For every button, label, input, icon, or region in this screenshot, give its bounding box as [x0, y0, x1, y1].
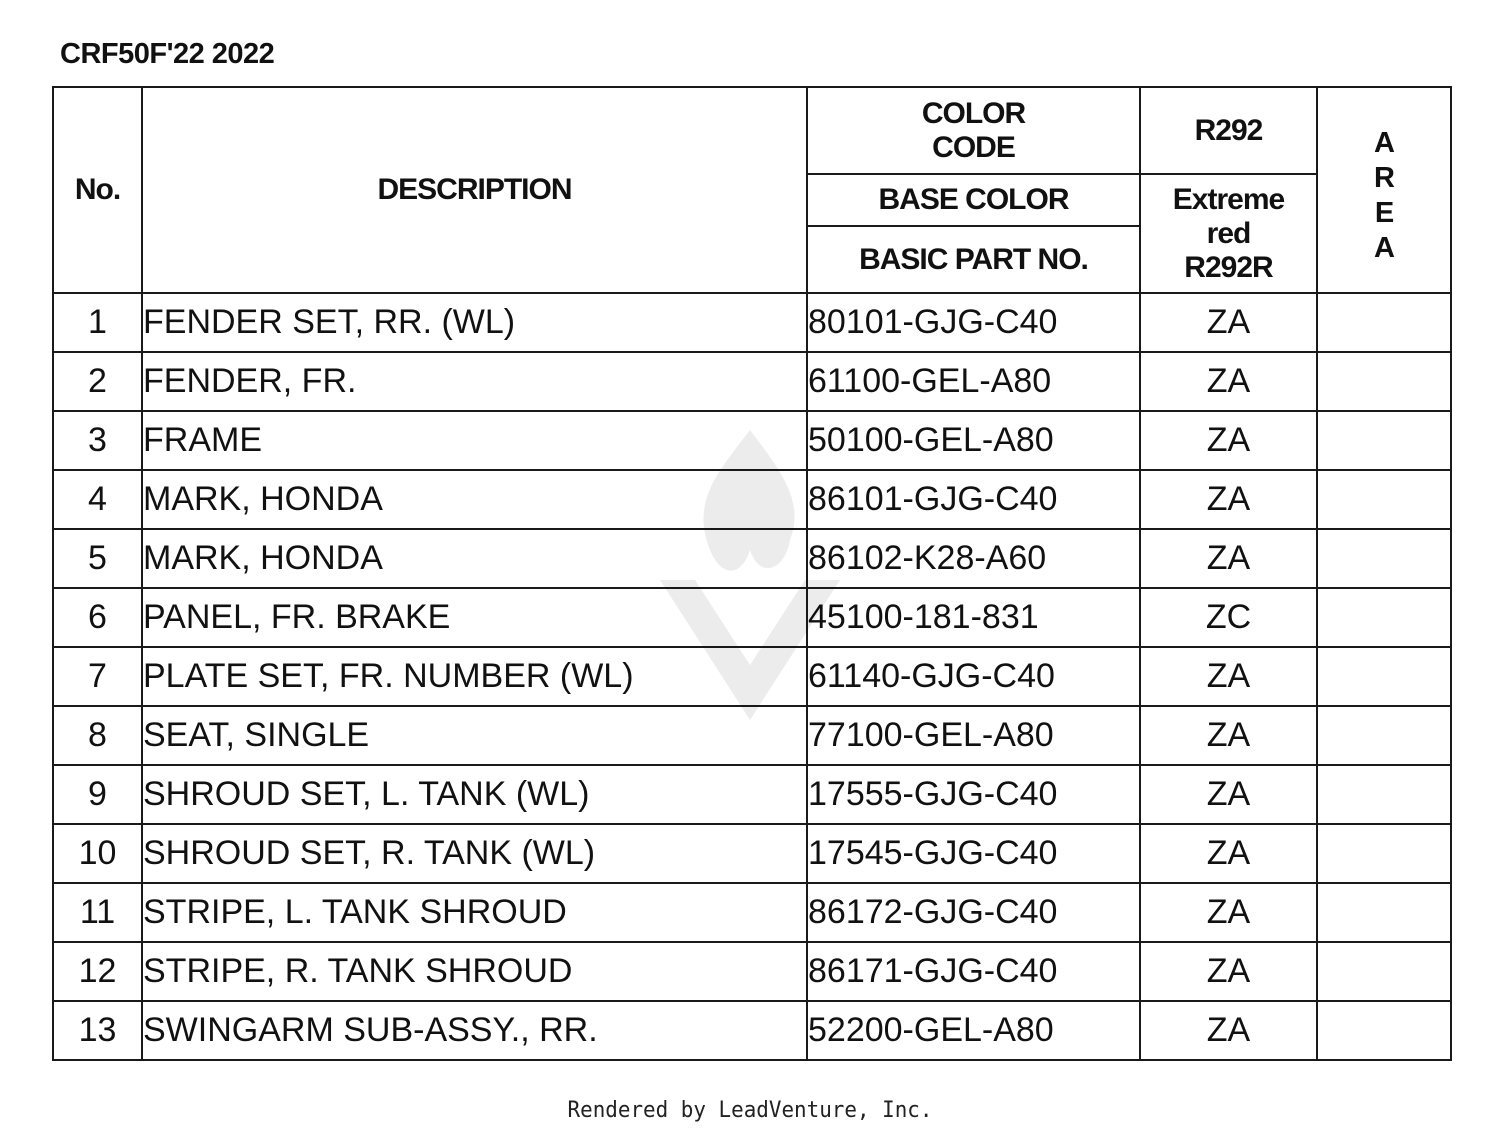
row-part-number: 52200-GEL-A80 — [807, 1001, 1140, 1060]
row-part-number: 86171-GJG-C40 — [807, 942, 1140, 1001]
header-area — [1317, 87, 1451, 293]
table-row — [53, 647, 1451, 706]
area-vertical-label — [1318, 88, 1450, 266]
row-part-number: 50100-GEL-A80 — [807, 411, 1140, 470]
row-part-number: 61140-GJG-C40 — [807, 647, 1140, 706]
header-no: No. — [53, 87, 142, 293]
row-number: 13 — [53, 1001, 142, 1060]
row-number: 10 — [53, 824, 142, 883]
table-row — [53, 411, 1451, 470]
row-description: STRIPE, L. TANK SHROUD — [142, 883, 807, 942]
row-description: SWINGARM SUB-ASSY., RR. — [142, 1001, 807, 1060]
row-color-code: ZA — [1140, 352, 1317, 411]
table-row — [53, 470, 1451, 529]
parts-table-header — [53, 87, 1451, 293]
row-description: SEAT, SINGLE — [142, 706, 807, 765]
row-description: MARK, HONDA — [142, 529, 807, 588]
document-title: CRF50F'22 2022 — [60, 38, 275, 70]
row-area — [1317, 765, 1451, 824]
row-part-number: 77100-GEL-A80 — [807, 706, 1140, 765]
header-base-color-label: BASE COLOR — [807, 174, 1140, 226]
row-color-code: ZA — [1140, 647, 1317, 706]
row-number: 12 — [53, 942, 142, 1001]
row-area — [1317, 824, 1451, 883]
row-area — [1317, 529, 1451, 588]
color-name-line: R292R — [1184, 250, 1273, 284]
color-name-line: red — [1206, 216, 1251, 250]
row-description: SHROUD SET, R. TANK (WL) — [142, 824, 807, 883]
row-area — [1317, 1001, 1451, 1060]
row-description: FENDER SET, RR. (WL) — [142, 293, 807, 352]
row-area — [1317, 588, 1451, 647]
row-part-number: 45100-181-831 — [807, 588, 1140, 647]
row-part-number: 86101-GJG-C40 — [807, 470, 1140, 529]
color-code-label-text: COLOR CODE — [921, 96, 1026, 164]
row-color-code: ZA — [1140, 824, 1317, 883]
color-name-line: Extreme — [1172, 182, 1285, 216]
table-row — [53, 765, 1451, 824]
row-color-code: ZA — [1140, 470, 1317, 529]
row-description: MARK, HONDA — [142, 470, 807, 529]
row-number: 2 — [53, 352, 142, 411]
row-description: FRAME — [142, 411, 807, 470]
row-color-code: ZA — [1140, 765, 1317, 824]
header-description: DESCRIPTION — [142, 87, 807, 293]
row-description: PANEL, FR. BRAKE — [142, 588, 807, 647]
area-letter: E — [1374, 197, 1394, 229]
row-color-code: ZA — [1140, 706, 1317, 765]
row-number: 3 — [53, 411, 142, 470]
row-number: 8 — [53, 706, 142, 765]
row-area — [1317, 647, 1451, 706]
row-color-code: ZA — [1140, 411, 1317, 470]
row-area — [1317, 706, 1451, 765]
table-row — [53, 1001, 1451, 1060]
row-part-number: 86172-GJG-C40 — [807, 883, 1140, 942]
table-row — [53, 942, 1451, 1001]
row-number: 4 — [53, 470, 142, 529]
row-number: 5 — [53, 529, 142, 588]
row-part-number: 80101-GJG-C40 — [807, 293, 1140, 352]
table-row — [53, 529, 1451, 588]
row-color-code: ZA — [1140, 1001, 1317, 1060]
footer-credit: Rendered by LeadVenture, Inc. — [567, 1098, 933, 1123]
table-row — [53, 883, 1451, 942]
row-number: 11 — [53, 883, 142, 942]
row-part-number: 17545-GJG-C40 — [807, 824, 1140, 883]
row-description: STRIPE, R. TANK SHROUD — [142, 942, 807, 1001]
header-color-name — [1140, 174, 1317, 293]
header-basic-part-no-label: BASIC PART NO. — [807, 226, 1140, 293]
row-part-number: 17555-GJG-C40 — [807, 765, 1140, 824]
table-row — [53, 352, 1451, 411]
table-row — [53, 588, 1451, 647]
parts-table — [52, 86, 1452, 1061]
row-color-code: ZC — [1140, 588, 1317, 647]
row-number: 7 — [53, 647, 142, 706]
header-color-code-label — [807, 87, 1140, 174]
row-number: 9 — [53, 765, 142, 824]
row-part-number: 61100-GEL-A80 — [807, 352, 1140, 411]
row-part-number: 86102-K28-A60 — [807, 529, 1140, 588]
row-number: 1 — [53, 293, 142, 352]
area-letter: R — [1374, 162, 1394, 194]
table-row — [53, 824, 1451, 883]
table-row — [53, 293, 1451, 352]
row-area — [1317, 470, 1451, 529]
row-color-code: ZA — [1140, 293, 1317, 352]
header-color-code: R292 — [1140, 87, 1317, 174]
table-row — [53, 706, 1451, 765]
row-area — [1317, 883, 1451, 942]
area-letter: A — [1374, 232, 1394, 264]
row-area — [1317, 352, 1451, 411]
row-color-code: ZA — [1140, 883, 1317, 942]
row-color-code: ZA — [1140, 529, 1317, 588]
row-description: FENDER, FR. — [142, 352, 807, 411]
row-description: PLATE SET, FR. NUMBER (WL) — [142, 647, 807, 706]
row-area — [1317, 293, 1451, 352]
parts-table-body — [53, 293, 1451, 1060]
row-area — [1317, 411, 1451, 470]
row-description: SHROUD SET, L. TANK (WL) — [142, 765, 807, 824]
area-letter: A — [1374, 127, 1394, 159]
row-color-code: ZA — [1140, 942, 1317, 1001]
row-area — [1317, 942, 1451, 1001]
row-number: 6 — [53, 588, 142, 647]
